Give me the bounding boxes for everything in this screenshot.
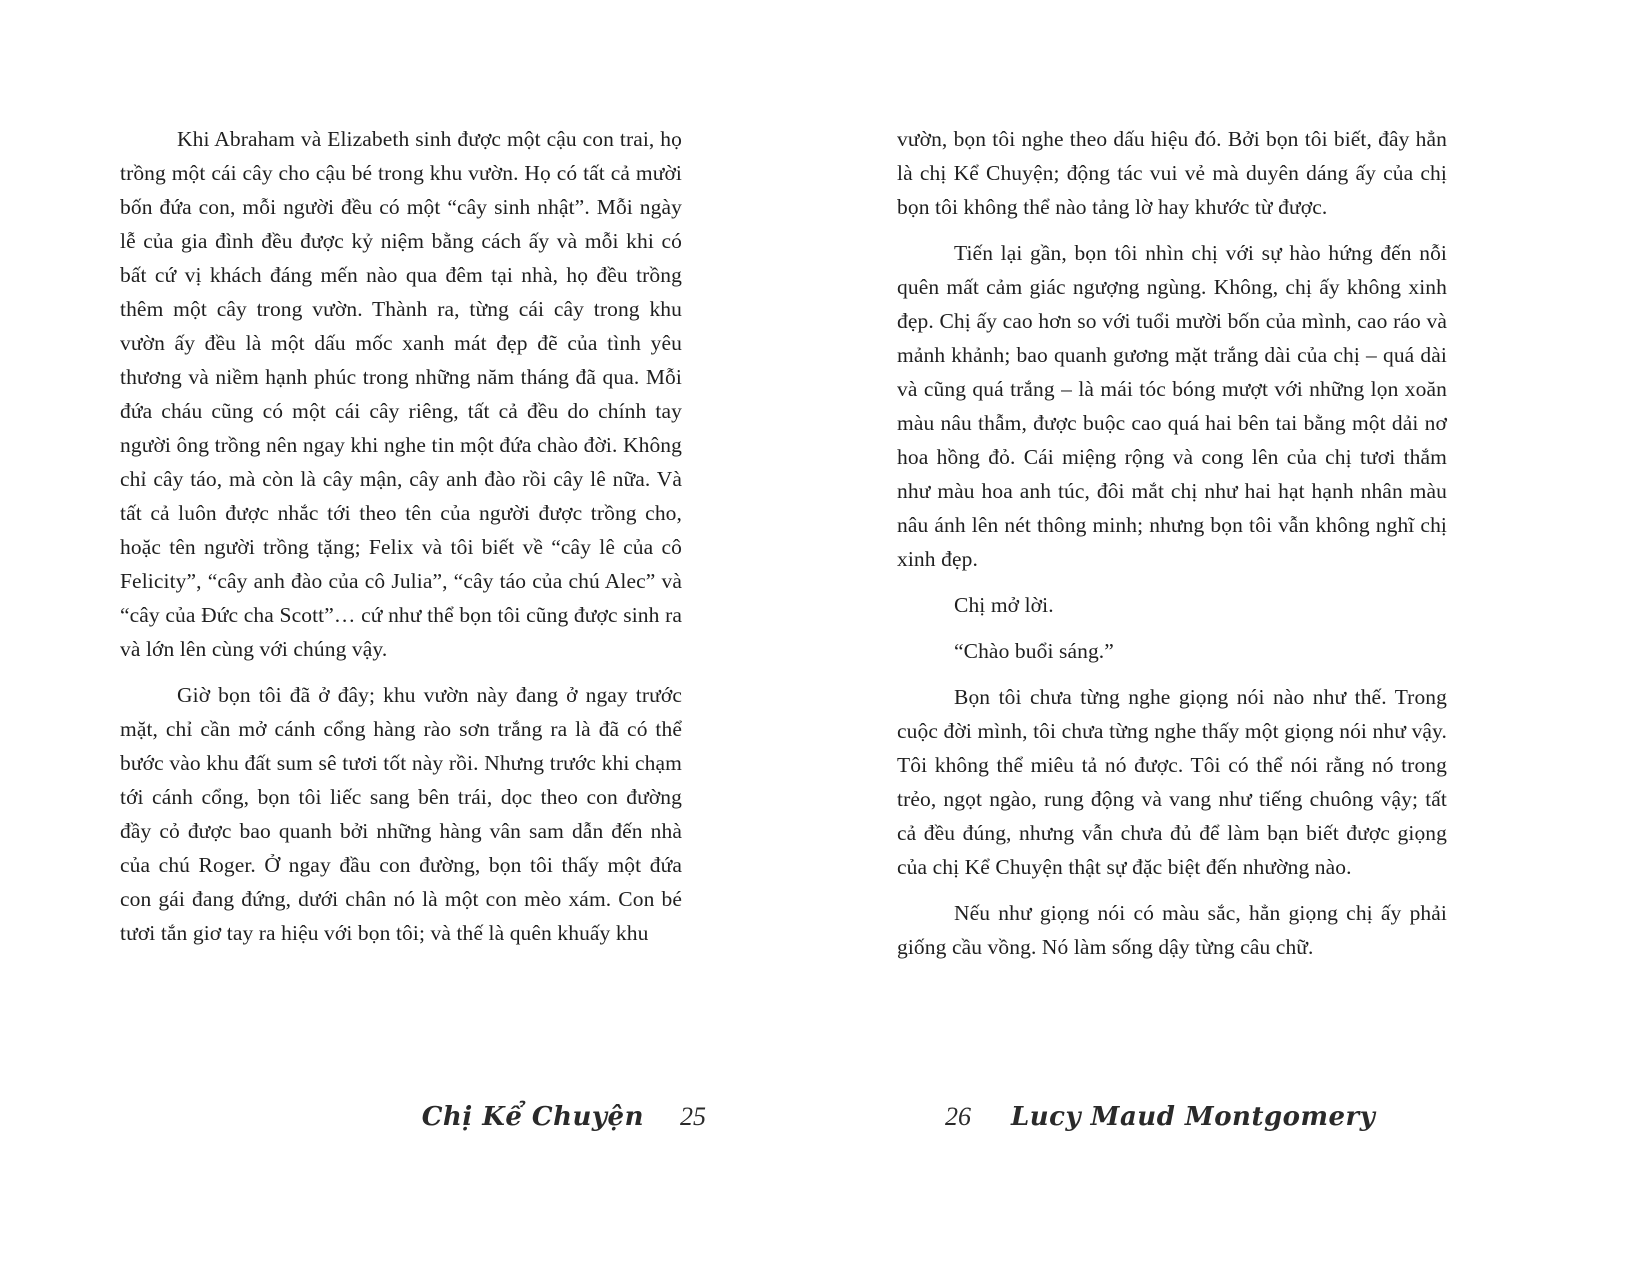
author-name: Lucy Maud Montgomery (1011, 1102, 1376, 1132)
right-page-number: 26 (945, 1102, 971, 1131)
left-page (0, 0, 790, 1275)
paragraph: Nếu như giọng nói có màu sắc, hẳn giọng chị ấy phải giống cầu vồng. Nó làm sống dậy từng câu chữ. (897, 901, 1447, 959)
left-page-footer (120, 1102, 706, 1132)
left-page-number: 25 (680, 1102, 706, 1131)
paragraph: Khi Abraham và Elizabeth sinh được một cậu con trai, họ trồng một cái cây cho cậu bé trong khu vườn. Họ có tất cả mười bốn đứa con, mỗi người đều có một “cây sinh nhật”. Mỗi ngày lễ của gia đình đều được kỷ niệm bằng cách ấy và mỗi khi có bất cứ vị khách đáng mến nào qua đêm tại nhà, họ đều trồng thêm một cây trong vườn. Thành ra, từng cái cây trong khu vườn ấy đều là một dấu mốc xanh mát đẹp đẽ của tình yêu thương và niềm hạnh phúc trong những năm tháng đã qua. Mỗi đứa cháu cũng có một cái cây riêng, tất cả đều do chính tay người ông trồng nên ngay khi nghe tin một đứa chào đời. Không chỉ cây táo, mà còn là cây mận, cây anh đào rồi cây lê nữa. Và tất cả luôn được nhắc tới theo tên của người được trồng cho, hoặc tên người trồng tặng; Felix và tôi biết về “cây lê của cô Felicity”, “cây anh đào của cô Julia”, “cây táo của chú Alec” và “cây của Đức cha Scott”… cứ như thể bọn tôi cũng được sinh ra và lớn lên cùng với chúng vậy. (120, 127, 682, 661)
paragraph: Giờ bọn tôi đã ở đây; khu vườn này đang ở ngay trước mặt, chỉ cần mở cánh cổng hàng rào sơn trắng ra là đã có thể bước vào khu đất sum sê tươi tốt này rồi. Nhưng trước khi chạm tới cánh cổng, bọn tôi liếc sang bên trái, dọc theo con đường đầy cỏ được bao quanh bởi những hàng vân sam dẫn đến nhà của chú Roger. Ở ngay đầu con đường, bọn tôi thấy một đứa con gái đang đứng, dưới chân nó là một con mèo xám. Con bé tươi tắn giơ tay ra hiệu với bọn tôi; và thế là quên khuấy khu (120, 683, 682, 945)
paragraph: Bọn tôi chưa từng nghe giọng nói nào như thế. Trong cuộc đời mình, tôi chưa từng nghe thấy một giọng nói như vậy. Tôi không thể miêu tả nó được. Tôi có thể nói rằng nó trong trẻo, ngọt ngào, rung động và vang như tiếng chuông vậy; tất cả đều đúng, nhưng vẫn chưa đủ để làm bạn biết được giọng của chị Kể Chuyện thật sự đặc biệt đến nhường nào. (897, 685, 1447, 879)
paragraph: Tiến lại gần, bọn tôi nhìn chị với sự hào hứng đến nỗi quên mất cảm giác ngượng ngùng. Không, chị ấy không xinh đẹp. Chị ấy cao hơn so với tuổi mười bốn của mình, cao ráo và mảnh khảnh; bao quanh gương mặt trắng dài của chị – quá dài và cũng quá trắng – là mái tóc bóng mượt với những lọn xoăn màu nâu thẫm, được buộc cao quá hai bên tai bằng một dải nơ hoa hồng đỏ. Cái miệng rộng và cong lên của chị tươi thắm như màu hoa anh túc, đôi mắt chị như hai hạt hạnh nhân màu nâu ánh lên nét thông minh; nhưng bọn tôi vẫn không nghĩ chị xinh đẹp. (897, 241, 1447, 571)
right-page-text (897, 122, 1447, 976)
left-page-text (120, 122, 682, 962)
running-title: Chị Kể Chuyện (421, 1102, 644, 1132)
right-page-footer (945, 1102, 1375, 1132)
paragraph: Chị mở lời. (954, 593, 1054, 617)
paragraph: vườn, bọn tôi nghe theo dấu hiệu đó. Bởi bọn tôi biết, đây hẳn là chị Kể Chuyện; động tác vui vẻ mà duyên dáng ấy của chị bọn tôi không thể nào tảng lờ hay khước từ được. (897, 127, 1447, 219)
right-page (790, 0, 1650, 1275)
paragraph: “Chào buổi sáng.” (954, 639, 1114, 663)
